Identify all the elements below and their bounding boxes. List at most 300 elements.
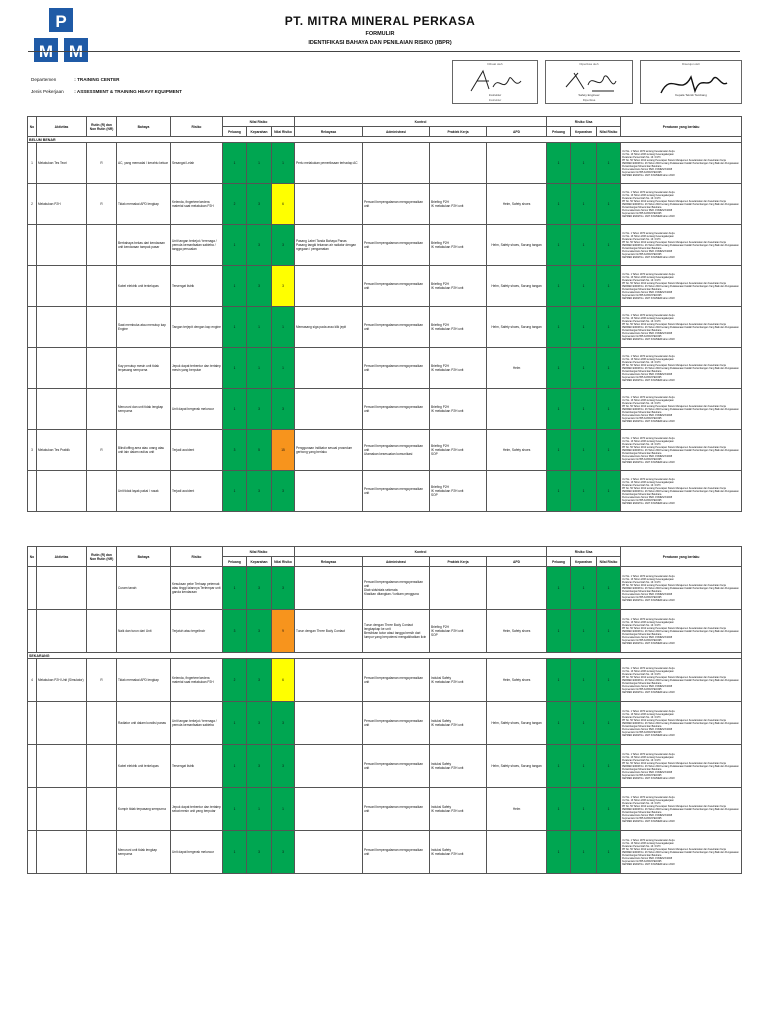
- cell-rekayasa: Penggunaan indikator sesuai prosedum gerbong yang berlaku: [295, 430, 363, 471]
- cell-peraturan: UU No. 1 Tahun 1970 tentang Keselamatan Kerja UU No. 13 Tahun 2003 tentang Ketenagakerjaan Peraturan Pemerintah No. 19 / 1973 PP No. 50 Tahun 2012 tentang Penerapan Sistem Manajemen Keselamatan dan Kesehatan Kerja PERMEN ESDM No. 26 Tahun 2018 tentang Pelaksanaan Kaidah Pertambangan Yang Baik dan Pengawasan Pertambangan Mineral dan Batubara Permenakertrans Nomor PER. 15/MEN/X/2008 Kepmentam No.555.K/26/M.PE/1995 KEPMEN ESDM No. 1827 K/30/MEM tahun 2018: [621, 225, 742, 266]
- cell-sisa-nilai: 1: [597, 266, 621, 307]
- cell-risiko: Sesangat Lelah: [171, 143, 223, 184]
- cell-no: 1: [28, 143, 37, 184]
- table-row: [28, 266, 742, 307]
- cell-administrasi: Personil berpengalaman mengoperasikan unit: [363, 266, 430, 307]
- cell-no: [28, 266, 37, 307]
- cell-sisa-keparahan: 1: [571, 389, 597, 430]
- cell-rekayasa: Pasang Label Tanda Bahaya Panas Pasang tangki tekanan air radiator dengan ngegaan / pengamatan: [295, 225, 363, 266]
- cell-praktek-kerja: Briefing P2H IK melakukan P2H unit: [430, 225, 487, 266]
- cell-administrasi: Personil berpengalaman mengoperasikan unit: [363, 788, 430, 831]
- cell-sisa-nilai: 1: [597, 430, 621, 471]
- cell-sisa-keparahan: 1: [571, 143, 597, 184]
- cell-sisa-nilai: 1: [597, 659, 621, 702]
- cell-risiko: Terjadi accident: [171, 471, 223, 512]
- cell-apd: Helm, Safety shoes: [487, 184, 547, 225]
- cell-bahaya: Saat membuka atau menutup kap Engine: [117, 307, 171, 348]
- cell-administrasi: Personil berpengalaman mengoperasikan unit: [363, 745, 430, 788]
- col-nilai-risiko-header: Nilai Risiko: [223, 117, 295, 127]
- cell-keparahan: 3: [247, 471, 272, 512]
- signature-box-prepared: [452, 60, 538, 104]
- cell-rutin: [87, 307, 117, 348]
- col-administrasi-header: Administrasi: [363, 557, 430, 567]
- cell-peraturan: UU No. 1 Tahun 1970 tentang Keselamatan Kerja UU No. 13 Tahun 2003 tentang Ketenagakerjaan Peraturan Pemerintah No. 19 / 1973 PP No. 50 Tahun 2012 tentang Penerapan Sistem Manajemen Keselamatan dan Kesehatan Kerja PERMEN ESDM No. 26 Tahun 2018 tentang Pelaksanaan Kaidah Pertambangan Yang Baik dan Pengawasan Pertambangan Mineral dan Batubara Permenakertrans Nomor PER. 15/MEN/X/2008 Kepmentam No.555.K/26/M.PE/1995 KEPMEN ESDM No. 1827 K/30/MEM tahun 2018: [621, 567, 742, 610]
- cell-bahaya: Unit tidak layak pakai / rusak: [117, 471, 171, 512]
- col-kontrol-header: Kontrol: [295, 547, 547, 557]
- cell-peluang: 2: [223, 184, 247, 225]
- cell-praktek-kerja: Induksi Safety IK melakukan P2H unit: [430, 745, 487, 788]
- col-rekayasa-header: Rekayasa: [295, 127, 363, 137]
- col-bahaya-header: Bahaya: [117, 547, 171, 567]
- signature-name: Safety Engineer: [578, 93, 600, 97]
- ibpr-table-1: [27, 116, 742, 512]
- table-row: [28, 225, 742, 266]
- cell-peluang: 1: [223, 567, 247, 610]
- col-peluang-header: Peluang: [223, 127, 247, 137]
- cell-risiko: Unit tangan terkejut / terenaga / pemula kemanfaatan sakteba / tangga persoalan: [171, 225, 223, 266]
- cell-rutin: [87, 745, 117, 788]
- col-praktek-header: Praktek Kerja: [430, 127, 487, 137]
- cell-praktek-kerja: [430, 567, 487, 610]
- cell-aktivitas: [37, 831, 87, 874]
- cell-peluang: 1: [223, 831, 247, 874]
- col-sisa-keparahan-header: Keparahan: [571, 557, 597, 567]
- header-row-1: [28, 547, 742, 557]
- cell-peraturan: UU No. 1 Tahun 1970 tentang Keselamatan Kerja UU No. 13 Tahun 2003 tentang Ketenagakerjaan Peraturan Pemerintah No. 19 / 1973 PP No. 50 Tahun 2012 tentang Penerapan Sistem Manajemen Keselamatan dan Kesehatan Kerja PERMEN ESDM No. 26 Tahun 2018 tentang Pelaksanaan Kaidah Pertambangan Yang Baik dan Pengawasan Pertambangan Mineral dan Batubara Permenakertrans Nomor PER. 15/MEN/X/2008 Kepmentam No.555.K/26/M.PE/1995 KEPMEN ESDM No. 1827 K/30/MEM tahun 2018: [621, 348, 742, 389]
- cell-aktivitas: [37, 348, 87, 389]
- cell-rekayasa: [295, 745, 363, 788]
- pekerjaan-row: [31, 89, 182, 94]
- cell-risiko: Unit dapat bergerak meluncur: [171, 831, 223, 874]
- cell-sisa-peluang: 1: [547, 610, 571, 653]
- cell-rekayasa: [295, 389, 363, 430]
- cell-rutin: [87, 348, 117, 389]
- cell-apd: Helm, Safety shoes, Sarung tangan: [487, 745, 547, 788]
- cell-peraturan: UU No. 1 Tahun 1970 tentang Keselamatan Kerja UU No. 13 Tahun 2003 tentang Ketenagakerjaan Peraturan Pemerintah No. 19 / 1973 PP No. 50 Tahun 2012 tentang Penerapan Sistem Manajemen Keselamatan dan Kesehatan Kerja PERMEN ESDM No. 26 Tahun 2018 tentang Pelaksanaan Kaidah Pertambangan Yang Baik dan Pengawasan Pertambangan Mineral dan Batubara Permenakertrans Nomor PER. 15/MEN/X/2008 Kepmentam No.555.K/26/M.PE/1995 KEPMEN ESDM No. 1827 K/30/MEM tahun 2018: [621, 831, 742, 874]
- signature-role: Instruktur: [488, 98, 502, 102]
- cell-apd: Helm, Safety shoes, Sarung tangan: [487, 307, 547, 348]
- cell-rutin: [87, 702, 117, 745]
- cell-sisa-nilai: 1: [597, 307, 621, 348]
- cell-apd: Helm, Safety shoes, Sarung tangan: [487, 702, 547, 745]
- table-row: [28, 702, 742, 745]
- cell-rekayasa: [295, 266, 363, 307]
- cell-sisa-nilai: 1: [597, 348, 621, 389]
- cell-no: [28, 831, 37, 874]
- col-rutin-header: Rutin (R) dan Non Rutin (NR): [87, 117, 117, 137]
- cell-rekayasa: [295, 567, 363, 610]
- cell-bahaya: Tidak memakai APD lengkap: [117, 184, 171, 225]
- cell-risiko: Tangan terjepit dengan kap engine: [171, 307, 223, 348]
- cell-sisa-nilai: 1: [597, 225, 621, 266]
- cell-aktivitas: [37, 307, 87, 348]
- table-row: [28, 143, 742, 184]
- col-aktivitas-header: Aktivitas: [37, 547, 87, 567]
- departemen-label: Departemen: [31, 77, 57, 82]
- cell-bahaya: Kay penutup mesin unit tidak terpasang sempurna: [117, 348, 171, 389]
- cell-nilai-risiko: 1: [272, 348, 295, 389]
- pekerjaan-value: : ASSESSMENT & TRAINING HEAVY EQUIPMENT: [74, 89, 182, 94]
- col-no-header: No: [28, 117, 37, 137]
- cell-risiko: Jepuk dapat terbentur dan tertalep mesin yang berputar: [171, 348, 223, 389]
- col-sisa-peluang-header: Peluang: [547, 127, 571, 137]
- cell-no: [28, 225, 37, 266]
- pekerjaan-label: Jenis Pekerjaan: [31, 89, 64, 94]
- cell-sisa-peluang: 1: [547, 659, 571, 702]
- section-label: BELUM BENAR: [28, 137, 742, 143]
- cell-sisa-nilai: 1: [597, 831, 621, 874]
- cell-sisa-nilai: 1: [597, 389, 621, 430]
- cell-peluang: 1: [223, 745, 247, 788]
- cell-keparahan: 3: [247, 745, 272, 788]
- cell-bahaya: Naik dan turun dari Unit: [117, 610, 171, 653]
- form-title: IDENTIFIKASI BAHAYA DAN PENILAIAN RISIKO (IBPR): [308, 40, 452, 46]
- cell-no: [28, 788, 37, 831]
- cell-risiko: Unit tangan terkejut / terenaga / pemula kemanfaatan sakteba: [171, 702, 223, 745]
- cell-peluang: 3: [223, 610, 247, 653]
- cell-nilai-risiko: 1: [272, 788, 295, 831]
- cell-aktivitas: [37, 788, 87, 831]
- cell-sisa-keparahan: 1: [571, 348, 597, 389]
- table-row: [28, 831, 742, 874]
- cell-sisa-peluang: 1: [547, 831, 571, 874]
- cell-apd: [487, 567, 547, 610]
- cell-sisa-keparahan: 1: [571, 266, 597, 307]
- cell-sisa-nilai: 1: [597, 143, 621, 184]
- cell-bahaya: Berbahaya bekas dari kendaraan unit kendaraan tampak pasar: [117, 225, 171, 266]
- cell-bahaya: Blind/offing area atau orang atau unit lain dalam radius unit: [117, 430, 171, 471]
- cell-bahaya: Kumpir tidak terpasang sempurna: [117, 788, 171, 831]
- cell-bahaya: Menuruni dan unit tidak lengkap sempurna: [117, 389, 171, 430]
- cell-rekayasa: [295, 788, 363, 831]
- cell-administrasi: Personil berpengalaman mengoperasikan unit: [363, 225, 430, 266]
- cell-administrasi: Personil berpengalaman mengoperasikan unit: [363, 389, 430, 430]
- cell-risiko: Kelenda, fingertere/cedera material saat melakukan P2H: [171, 184, 223, 225]
- table-row: [28, 610, 742, 653]
- cell-rekayasa: [295, 831, 363, 874]
- cell-no: [28, 702, 37, 745]
- cell-peraturan: UU No. 1 Tahun 1970 tentang Keselamatan Kerja UU No. 13 Tahun 2003 tentang Ketenagakerjaan Peraturan Pemerintah No. 19 / 1973 PP No. 50 Tahun 2012 tentang Penerapan Sistem Manajemen Keselamatan dan Kesehatan Kerja PERMEN ESDM No. 26 Tahun 2018 tentang Pelaksanaan Kaidah Pertambangan Yang Baik dan Pengawasan Pertambangan Mineral dan Batubara Permenakertrans Nomor PER. 15/MEN/X/2008 Kepmentam No.555.K/26/M.PE/1995 KEPMEN ESDM No. 1827 K/30/MEM tahun 2018: [621, 471, 742, 512]
- cell-risiko: Unit dapat bergerak meluncur: [171, 389, 223, 430]
- cell-keparahan: 3: [247, 702, 272, 745]
- cell-sisa-nilai: 1: [597, 567, 621, 610]
- cell-peraturan: UU No. 1 Tahun 1970 tentang Keselamatan Kerja UU No. 13 Tahun 2003 tentang Ketenagakerjaan Peraturan Pemerintah No. 19 / 1973 PP No. 50 Tahun 2012 tentang Penerapan Sistem Manajemen Keselamatan dan Kesehatan Kerja PERMEN ESDM No. 26 Tahun 2018 tentang Pelaksanaan Kaidah Pertambangan Yang Baik dan Pengawasan Pertambangan Mineral dan Batubara Permenakertrans Nomor PER. 15/MEN/X/2008 Kepmentam No.555.K/26/M.PE/1995 KEPMEN ESDM No. 1827 K/30/MEM tahun 2018: [621, 307, 742, 348]
- cell-bahaya: Tidak memakai APD lengkap: [117, 659, 171, 702]
- table-row: [28, 389, 742, 430]
- cell-apd: Helm: [487, 788, 547, 831]
- cell-peluang: 3: [223, 430, 247, 471]
- cell-nilai-risiko: 3: [272, 225, 295, 266]
- cell-nilai-risiko: 3: [272, 702, 295, 745]
- cell-sisa-keparahan: 1: [571, 430, 597, 471]
- cell-no: [28, 567, 37, 610]
- cell-rutin: R: [87, 430, 117, 471]
- cell-no: 2: [28, 184, 37, 225]
- col-risiko-sisa-header: Risiko Sisa: [547, 117, 621, 127]
- cell-praktek-kerja: Briefing P2H IK melakukan P2H unit: [430, 348, 487, 389]
- signature-caption: Dibuat oleh: [487, 62, 503, 66]
- cell-sisa-keparahan: 1: [571, 184, 597, 225]
- cell-sisa-peluang: 1: [547, 471, 571, 512]
- cell-keparahan: 3: [247, 389, 272, 430]
- cell-praktek-kerja: Briefing P2H IK melakukan P2H unit: [430, 266, 487, 307]
- cell-rekayasa: [295, 702, 363, 745]
- cell-keparahan: 1: [247, 788, 272, 831]
- cell-apd: Helm, Safety shoes, Sarung tangan: [487, 225, 547, 266]
- cell-keparahan: 3: [247, 567, 272, 610]
- signature-caption: Diperiksa oleh: [579, 62, 599, 66]
- cell-nilai-risiko: 1: [272, 307, 295, 348]
- col-peraturan-header: Peraturan yang berlaku: [621, 117, 742, 137]
- cell-aktivitas: [37, 266, 87, 307]
- cell-praktek-kerja: Briefing P2H IK melakukan P2H unit: [430, 184, 487, 225]
- table-row: [28, 745, 742, 788]
- col-risiko-header: Risiko: [171, 117, 223, 137]
- cell-sisa-keparahan: 1: [571, 659, 597, 702]
- cell-no: [28, 745, 37, 788]
- cell-peraturan: UU No. 1 Tahun 1970 tentang Keselamatan Kerja UU No. 13 Tahun 2003 tentang Ketenagakerjaan Peraturan Pemerintah No. 19 / 1973 PP No. 50 Tahun 2012 tentang Penerapan Sistem Manajemen Keselamatan dan Kesehatan Kerja PERMEN ESDM No. 26 Tahun 2018 tentang Pelaksanaan Kaidah Pertambangan Yang Baik dan Pengawasan Pertambangan Mineral dan Batubara Permenakertrans Nomor PER. 15/MEN/X/2008 Kepmentam No.555.K/26/M.PE/1995 KEPMEN ESDM No. 1827 K/30/MEM tahun 2018: [621, 266, 742, 307]
- cell-administrasi: Personil berpengalaman mengoperasikan unit Diab sidsiniais sekerata Klasikan ditangkan / lurikam pengguna: [363, 567, 430, 610]
- col-nilai-header: Nilai Risiko: [272, 127, 295, 137]
- cell-peluang: 1: [223, 225, 247, 266]
- cell-rekayasa: Memasang siga pada arau klik jepit: [295, 307, 363, 348]
- signature-box-checked: [545, 60, 633, 104]
- cell-rekayasa: [295, 348, 363, 389]
- cell-sisa-keparahan: 1: [571, 610, 597, 653]
- col-aktivitas-header: Aktivitas: [37, 117, 87, 137]
- cell-rutin: R: [87, 659, 117, 702]
- company-logo: [31, 6, 91, 66]
- cell-rekayasa: [295, 184, 363, 225]
- cell-sisa-peluang: 1: [547, 348, 571, 389]
- departemen-value: : TRAINING CENTER: [74, 77, 120, 82]
- col-risiko-sisa-header: Risiko Sisa: [547, 547, 621, 557]
- signature-caption: Disetujui oleh: [681, 62, 700, 66]
- cell-peraturan: UU No. 1 Tahun 1970 tentang Keselamatan Kerja UU No. 13 Tahun 2003 tentang Ketenagakerjaan Peraturan Pemerintah No. 19 / 1973 PP No. 50 Tahun 2012 tentang Penerapan Sistem Manajemen Keselamatan dan Kesehatan Kerja PERMEN ESDM No. 26 Tahun 2018 tentang Pelaksanaan Kaidah Pertambangan Yang Baik dan Pengawasan Pertambangan Mineral dan Batubara Permenakertrans Nomor PER. 15/MEN/X/2008 Kepmentam No.555.K/26/M.PE/1995 KEPMEN ESDM No. 1827 K/30/MEM tahun 2018: [621, 610, 742, 653]
- col-rekayasa-header: Rekayasa: [295, 557, 363, 567]
- cell-peraturan: UU No. 1 Tahun 1970 tentang Keselamatan Kerja UU No. 13 Tahun 2003 tentang Ketenagakerjaan Peraturan Pemerintah No. 19 / 1973 PP No. 50 Tahun 2012 tentang Penerapan Sistem Manajemen Keselamatan dan Kesehatan Kerja PERMEN ESDM No. 26 Tahun 2018 tentang Pelaksanaan Kaidah Pertambangan Yang Baik dan Pengawasan Pertambangan Mineral dan Batubara Permenakertrans Nomor PER. 15/MEN/X/2008 Kepmentam No.555.K/26/M.PE/1995 KEPMEN ESDM No. 1827 K/30/MEM tahun 2018: [621, 143, 742, 184]
- cell-no: [28, 610, 37, 653]
- cell-bahaya: Kabel elektrik unit terkelupas: [117, 745, 171, 788]
- cell-sisa-nilai: 1: [597, 184, 621, 225]
- cell-peraturan: UU No. 1 Tahun 1970 tentang Keselamatan Kerja UU No. 13 Tahun 2003 tentang Ketenagakerjaan Peraturan Pemerintah No. 19 / 1973 PP No. 50 Tahun 2012 tentang Penerapan Sistem Manajemen Keselamatan dan Kesehatan Kerja PERMEN ESDM No. 26 Tahun 2018 tentang Pelaksanaan Kaidah Pertambangan Yang Baik dan Pengawasan Pertambangan Mineral dan Batubara Permenakertrans Nomor PER. 15/MEN/X/2008 Kepmentam No.555.K/26/M.PE/1995 KEPMEN ESDM No. 1827 K/30/MEM tahun 2018: [621, 184, 742, 225]
- cell-praktek-kerja: Briefing P2H IK melakukan P2H unit SOP: [430, 610, 487, 653]
- cell-nilai-risiko: 3: [272, 471, 295, 512]
- table-row: [28, 471, 742, 512]
- cell-no: [28, 471, 37, 512]
- cell-peluang: 1: [223, 471, 247, 512]
- cell-sisa-peluang: 1: [547, 225, 571, 266]
- cell-bahaya: Kabel elektrik unit terkelupas: [117, 266, 171, 307]
- cell-administrasi: Personil berpengalaman mengoperasikan unit: [363, 184, 430, 225]
- col-risiko-header: Risiko: [171, 547, 223, 567]
- cell-bahaya: AC, yang memadai / kerahtu keluar: [117, 143, 171, 184]
- cell-praktek-kerja: Briefing P2H IK melakukan P2H unit: [430, 307, 487, 348]
- section-label: SEKARANG: [28, 653, 742, 659]
- cell-aktivitas: [37, 225, 87, 266]
- cell-apd: [487, 143, 547, 184]
- cell-praktek-kerja: Briefing P2H IK melakukan P2H unit: [430, 389, 487, 430]
- cell-no: [28, 348, 37, 389]
- cell-rutin: [87, 831, 117, 874]
- col-peraturan-header: Peraturan yang berlaku: [621, 547, 742, 567]
- cell-bahaya: Curam tanah: [117, 567, 171, 610]
- cell-keparahan: 5: [247, 430, 272, 471]
- cell-rutin: [87, 610, 117, 653]
- cell-nilai-risiko: 3: [272, 831, 295, 874]
- col-sisa-peluang-header: Peluang: [547, 557, 571, 567]
- col-praktek-header: Praktek Kerja: [430, 557, 487, 567]
- cell-sisa-peluang: 1: [547, 266, 571, 307]
- cell-nilai-risiko: 6: [272, 184, 295, 225]
- table-row: [28, 430, 742, 471]
- cell-peraturan: UU No. 1 Tahun 1970 tentang Keselamatan Kerja UU No. 13 Tahun 2003 tentang Ketenagakerjaan Peraturan Pemerintah No. 19 / 1973 PP No. 50 Tahun 2012 tentang Penerapan Sistem Manajemen Keselamatan dan Kesehatan Kerja PERMEN ESDM No. 26 Tahun 2018 tentang Pelaksanaan Kaidah Pertambangan Yang Baik dan Pengawasan Pertambangan Mineral dan Batubara Permenakertrans Nomor PER. 15/MEN/X/2008 Kepmentam No.555.K/26/M.PE/1995 KEPMEN ESDM No. 1827 K/30/MEM tahun 2018: [621, 702, 742, 745]
- cell-rutin: R: [87, 184, 117, 225]
- cell-administrasi: Personil berpengalaman mengoperasikan unit: [363, 348, 430, 389]
- cell-peraturan: UU No. 1 Tahun 1970 tentang Keselamatan Kerja UU No. 13 Tahun 2003 tentang Ketenagakerjaan Peraturan Pemerintah No. 19 / 1973 PP No. 50 Tahun 2012 tentang Penerapan Sistem Manajemen Keselamatan dan Kesehatan Kerja PERMEN ESDM No. 26 Tahun 2018 tentang Pelaksanaan Kaidah Pertambangan Yang Baik dan Pengawasan Pertambangan Mineral dan Batubara Permenakertrans Nomor PER. 15/MEN/X/2008 Kepmentam No.555.K/26/M.PE/1995 KEPMEN ESDM No. 1827 K/30/MEM tahun 2018: [621, 745, 742, 788]
- cell-sisa-peluang: 1: [547, 702, 571, 745]
- cell-praktek-kerja: [430, 143, 487, 184]
- cell-nilai-risiko: 3: [272, 389, 295, 430]
- svg-text:P: P: [55, 12, 67, 31]
- cell-rekayasa: [295, 471, 363, 512]
- cell-nilai-risiko: 3: [272, 567, 295, 610]
- col-apd-header: APD: [487, 127, 547, 137]
- cell-risiko: Terjadi accident: [171, 430, 223, 471]
- cell-sisa-peluang: 1: [547, 745, 571, 788]
- cell-peraturan: UU No. 1 Tahun 1970 tentang Keselamatan Kerja UU No. 13 Tahun 2003 tentang Ketenagakerjaan Peraturan Pemerintah No. 19 / 1973 PP No. 50 Tahun 2012 tentang Penerapan Sistem Manajemen Keselamatan dan Kesehatan Kerja PERMEN ESDM No. 26 Tahun 2018 tentang Pelaksanaan Kaidah Pertambangan Yang Baik dan Pengawasan Pertambangan Mineral dan Batubara Permenakertrans Nomor PER. 15/MEN/X/2008 Kepmentam No.555.K/26/M.PE/1995 KEPMEN ESDM No. 1827 K/30/MEM tahun 2018: [621, 389, 742, 430]
- cell-sisa-peluang: 1: [547, 430, 571, 471]
- cell-sisa-nilai: 1: [597, 610, 621, 653]
- cell-praktek-kerja: Induksi Safety IK melakukan P2H unit: [430, 788, 487, 831]
- col-rutin-header: Rutin (R) dan Non Rutin (NR): [87, 547, 117, 567]
- cell-nilai-risiko: 3: [272, 266, 295, 307]
- cell-sisa-peluang: 1: [547, 567, 571, 610]
- cell-no: 3: [28, 430, 37, 471]
- cell-keparahan: 3: [247, 831, 272, 874]
- cell-sisa-keparahan: 1: [571, 831, 597, 874]
- col-peluang-header: Peluang: [223, 557, 247, 567]
- cell-rekayasa: Turun dengan Three Body Contact: [295, 610, 363, 653]
- cell-sisa-keparahan: 1: [571, 471, 597, 512]
- cell-rekayasa: [295, 659, 363, 702]
- cell-nilai-risiko: 15: [272, 430, 295, 471]
- cell-peluang: 2: [223, 659, 247, 702]
- cell-nilai-risiko: 3: [272, 745, 295, 788]
- cell-peraturan: UU No. 1 Tahun 1970 tentang Keselamatan Kerja UU No. 13 Tahun 2003 tentang Ketenagakerjaan Peraturan Pemerintah No. 19 / 1973 PP No. 50 Tahun 2012 tentang Penerapan Sistem Manajemen Keselamatan dan Kesehatan Kerja PERMEN ESDM No. 26 Tahun 2018 tentang Pelaksanaan Kaidah Pertambangan Yang Baik dan Pengawasan Pertambangan Mineral dan Batubara Permenakertrans Nomor PER. 15/MEN/X/2008 Kepmentam No.555.K/26/M.PE/1995 KEPMEN ESDM No. 1827 K/30/MEM tahun 2018: [621, 430, 742, 471]
- cell-aktivitas: Melakukan Tes Teori: [37, 143, 87, 184]
- cell-sisa-peluang: 1: [547, 143, 571, 184]
- cell-sisa-keparahan: 1: [571, 788, 597, 831]
- cell-sisa-peluang: 1: [547, 184, 571, 225]
- cell-apd: Helm, Safety shoes: [487, 430, 547, 471]
- cell-peluang: 1: [223, 348, 247, 389]
- svg-text:M: M: [38, 42, 54, 61]
- signature-role: Diperiksa: [582, 98, 596, 102]
- cell-aktivitas: [37, 471, 87, 512]
- cell-peraturan: UU No. 1 Tahun 1970 tentang Keselamatan Kerja UU No. 13 Tahun 2003 tentang Ketenagakerjaan Peraturan Pemerintah No. 19 / 1973 PP No. 50 Tahun 2012 tentang Penerapan Sistem Manajemen Keselamatan dan Kesehatan Kerja PERMEN ESDM No. 26 Tahun 2018 tentang Pelaksanaan Kaidah Pertambangan Yang Baik dan Pengawasan Pertambangan Mineral dan Batubara Permenakertrans Nomor PER. 15/MEN/X/2008 Kepmentam No.555.K/26/M.PE/1995 KEPMEN ESDM No. 1827 K/30/MEM tahun 2018: [621, 659, 742, 702]
- col-no-header: No: [28, 547, 37, 567]
- cell-aktivitas: Melakukan Tes Praktik: [37, 430, 87, 471]
- table-row: [28, 659, 742, 702]
- cell-sisa-peluang: 1: [547, 307, 571, 348]
- col-keparahan-header: Keparahan: [247, 127, 272, 137]
- cell-nilai-risiko: 6: [272, 659, 295, 702]
- signature-name: Kepala Teknik Tambang: [675, 93, 707, 97]
- cell-apd: Helm: [487, 348, 547, 389]
- table-row: [28, 184, 742, 225]
- cell-risiko: Kesuksan peke Terhaap peternak atau tinggi laiannya Terlempar unit ganda kendaraan: [171, 567, 223, 610]
- header-divider: [28, 51, 740, 52]
- cell-aktivitas: Melakukan P2H Unit (Simulator): [37, 659, 87, 702]
- col-bahaya-header: Bahaya: [117, 117, 171, 137]
- table-row: [28, 567, 742, 610]
- col-sisa-keparahan-header: Keparahan: [571, 127, 597, 137]
- col-keparahan-header: Keparahan: [247, 557, 272, 567]
- company-name: PT. MITRA MINERAL PERKASA: [284, 14, 476, 28]
- cell-administrasi: Personil berpengalaman mengoperasikan unit: [363, 471, 430, 512]
- cell-aktivitas: [37, 702, 87, 745]
- header-row-1: [28, 117, 742, 127]
- cell-administrasi: Personil berpengalaman mengoperasikan unit: [363, 307, 430, 348]
- col-sisa-nilai-header: Nilai Risiko: [597, 127, 621, 137]
- cell-nilai-risiko: 1: [272, 143, 295, 184]
- cell-keparahan: 3: [247, 184, 272, 225]
- cell-keparahan: 1: [247, 348, 272, 389]
- col-sisa-nilai-header: Nilai Risiko: [597, 557, 621, 567]
- cell-apd: [487, 831, 547, 874]
- cell-rutin: R: [87, 143, 117, 184]
- cell-sisa-nilai: 1: [597, 745, 621, 788]
- cell-apd: [487, 471, 547, 512]
- cell-administrasi: Personil berpengalaman mengoperasikan unit: [363, 831, 430, 874]
- cell-sisa-peluang: 1: [547, 389, 571, 430]
- ibpr-table-2: [27, 546, 742, 874]
- cell-sisa-keparahan: 1: [571, 225, 597, 266]
- cell-apd: Helm, Safety shoes: [487, 610, 547, 653]
- cell-bahaya: Menuruni unit tidak lengkap sempurna: [117, 831, 171, 874]
- cell-sisa-nilai: 1: [597, 788, 621, 831]
- cell-sisa-nilai: 1: [597, 471, 621, 512]
- svg-text:M: M: [68, 42, 84, 61]
- cell-apd: Helm, Safety shoes, Sarung tangan: [487, 266, 547, 307]
- col-administrasi-header: Administrasi: [363, 127, 430, 137]
- cell-sisa-keparahan: 1: [571, 702, 597, 745]
- signature-name: Instruktur: [488, 93, 502, 97]
- table-row: [28, 788, 742, 831]
- cell-aktivitas: [37, 567, 87, 610]
- cell-praktek-kerja: Induksi Safety IK melakukan P2H unit: [430, 659, 487, 702]
- cell-sisa-keparahan: 1: [571, 745, 597, 788]
- cell-rutin: [87, 788, 117, 831]
- cell-keparahan: 3: [247, 266, 272, 307]
- cell-rutin: [87, 471, 117, 512]
- cell-keparahan: 1: [247, 307, 272, 348]
- cell-risiko: Kelenda, fingertere/cedera material saat melakukan P2H: [171, 659, 223, 702]
- cell-bahaya: Radiator unit dalam kondisi panas: [117, 702, 171, 745]
- departemen-row: [31, 77, 119, 82]
- cell-praktek-kerja: Induksi Safety IK melakukan P2H unit: [430, 831, 487, 874]
- cell-peluang: 1: [223, 266, 247, 307]
- cell-rutin: [87, 225, 117, 266]
- table-row: [28, 348, 742, 389]
- cell-keparahan: 3: [247, 225, 272, 266]
- cell-risiko: Terjatuh atau tergelincir: [171, 610, 223, 653]
- cell-praktek-kerja: Induksi Safety IK melakukan P2H unit: [430, 702, 487, 745]
- cell-risiko: Tersengat listrik: [171, 266, 223, 307]
- cell-no: [28, 307, 37, 348]
- cell-rutin: [87, 567, 117, 610]
